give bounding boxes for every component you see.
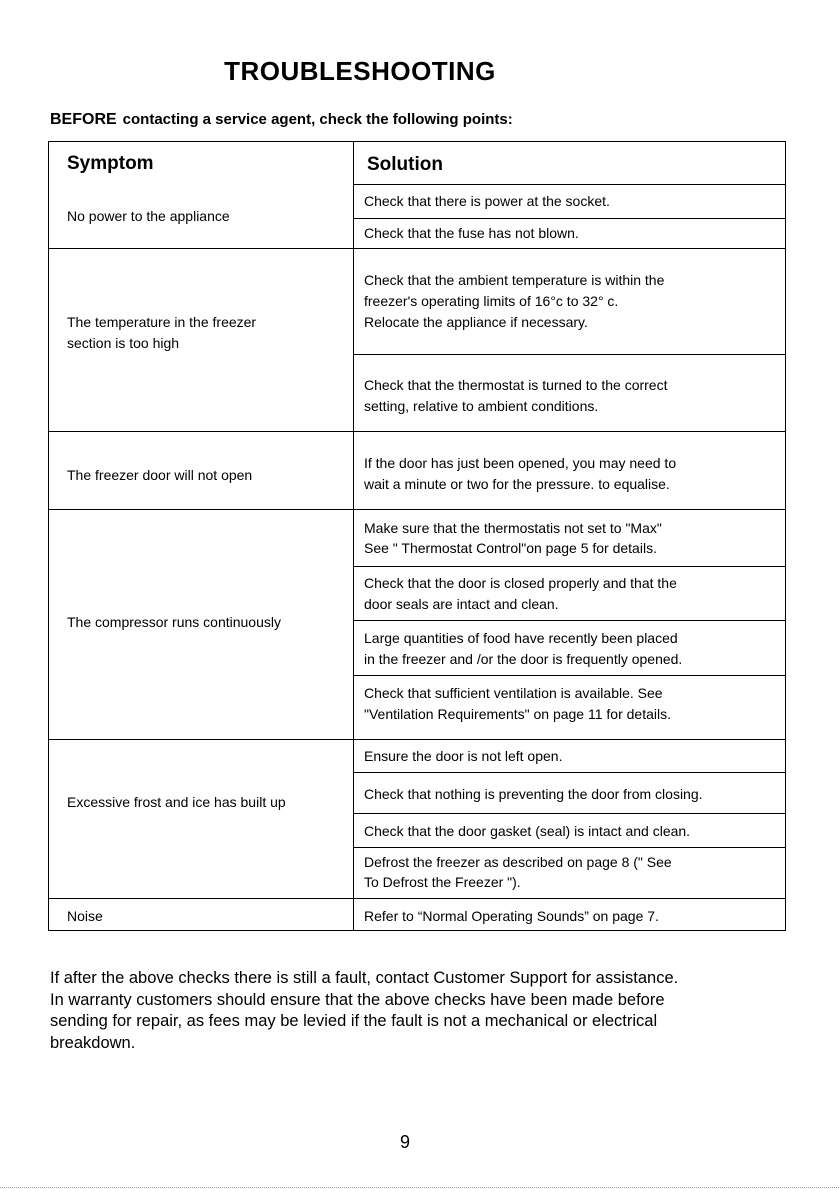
symptom-cell: [67, 206, 230, 226]
row-divider: [353, 675, 785, 676]
solution-text: Relocate the appliance if necessary.: [364, 314, 588, 330]
solution-text: Check that sufficient ventilation is available. See: [364, 685, 663, 701]
solution-text: Large quantities of food have recently been placed: [364, 630, 678, 646]
symptom-header: Symptom: [67, 153, 154, 174]
solution-header: Solution: [367, 154, 443, 175]
row-divider: [353, 354, 785, 355]
solution-text: Check that the fuse has not blown.: [364, 225, 579, 241]
header-divider: [353, 184, 785, 185]
solution-cell: [364, 375, 667, 417]
symptom-text: Noise: [67, 908, 103, 924]
symptom-text: Excessive frost and ice has built up: [67, 794, 286, 810]
solution-cell: [364, 784, 703, 804]
intro-line: [50, 111, 513, 129]
solution-cell: [364, 191, 610, 211]
solution-cell: [364, 906, 659, 926]
row-divider: [49, 739, 785, 740]
row-divider: [353, 566, 785, 567]
solution-text: in the freezer and /or the door is frequently opened.: [364, 651, 683, 667]
symptom-text: The freezer door will not open: [67, 467, 253, 483]
symptom-text: No power to the appliance: [67, 208, 230, 224]
row-divider: [49, 509, 785, 510]
row-divider: [49, 898, 785, 899]
solution-text: wait a minute or two for the pressure. to equalise.: [364, 476, 670, 492]
symptom-cell: [67, 312, 256, 354]
solution-cell: [364, 746, 562, 766]
solution-text: Check that the door gasket (seal) is intact and clean.: [364, 823, 691, 839]
solution-cell: [364, 821, 690, 841]
solution-cell: [364, 518, 662, 558]
page-number: 9: [399, 1132, 410, 1152]
footer-line: sending for repair, as fees may be levied if the fault is not a mechanical or electrical: [50, 1012, 658, 1030]
footer-paragraph: [50, 968, 810, 1054]
row-divider: [353, 772, 785, 773]
intro-lead: BEFORE: [50, 111, 117, 128]
footer-line: If after the above checks there is still a fault, contact Customer Support for assistance.: [50, 969, 679, 987]
solution-text: Refer to “Normal Operating Sounds” on page 7.: [364, 908, 659, 924]
symptom-cell: [67, 612, 281, 632]
solution-cell: [364, 628, 682, 670]
solution-text: See " Thermostat Control"on page 5 for details.: [364, 540, 657, 556]
row-divider: [353, 620, 785, 621]
solution-text: door seals are intact and clean.: [364, 596, 559, 612]
symptom-text: The temperature in the freezer: [67, 314, 257, 330]
solution-text: Check that there is power at the socket.: [364, 193, 610, 209]
row-divider: [49, 248, 785, 249]
solution-cell: [364, 573, 677, 615]
symptom-cell: [67, 906, 103, 926]
column-divider: [353, 142, 354, 930]
troubleshooting-table: [48, 141, 786, 931]
solution-text: freezer's operating limits of 16°c to 32° c.: [364, 293, 619, 309]
solution-text: Check that nothing is preventing the door from closing.: [364, 786, 703, 802]
footer-line: breakdown.: [50, 1033, 136, 1052]
solution-cell: [364, 270, 664, 333]
solution-cell: [364, 852, 672, 892]
symptom-cell: [67, 792, 286, 812]
solution-text: Check that the thermostat is turned to the correct: [364, 377, 668, 393]
solution-cell: [364, 453, 676, 495]
symptom-cell: [67, 465, 252, 485]
row-divider: [353, 847, 785, 848]
solution-text: Make sure that the thermostatis not set to "Max": [364, 520, 662, 536]
symptom-text: section is too high: [67, 335, 180, 351]
row-divider: [49, 431, 785, 432]
page-edge-divider: [0, 1187, 839, 1188]
page-title: TROUBLESHOOTING: [224, 56, 496, 86]
solution-cell: [364, 683, 671, 725]
solution-text: Defrost the freezer as described on page 8 (" See: [364, 854, 672, 870]
solution-text: To Defrost the Freezer ").: [364, 874, 521, 890]
solution-text: "Ventilation Requirements" on page 11 for details.: [364, 706, 671, 722]
solution-cell: [364, 223, 579, 243]
row-divider: [353, 813, 785, 814]
solution-text: If the door has just been opened, you may need to: [364, 455, 677, 471]
solution-text: Check that the door is closed properly and that the: [364, 575, 677, 591]
row-divider: [353, 218, 785, 219]
solution-text: setting, relative to ambient conditions.: [364, 398, 599, 414]
symptom-text: The compressor runs continuously: [67, 614, 281, 630]
intro-text: contacting a service agent, check the following points:: [122, 111, 513, 128]
solution-text: Ensure the door is not left open.: [364, 748, 563, 764]
footer-line: In warranty customers should ensure that the above checks have been made before: [50, 990, 665, 1009]
solution-text: Check that the ambient temperature is within the: [364, 272, 665, 288]
